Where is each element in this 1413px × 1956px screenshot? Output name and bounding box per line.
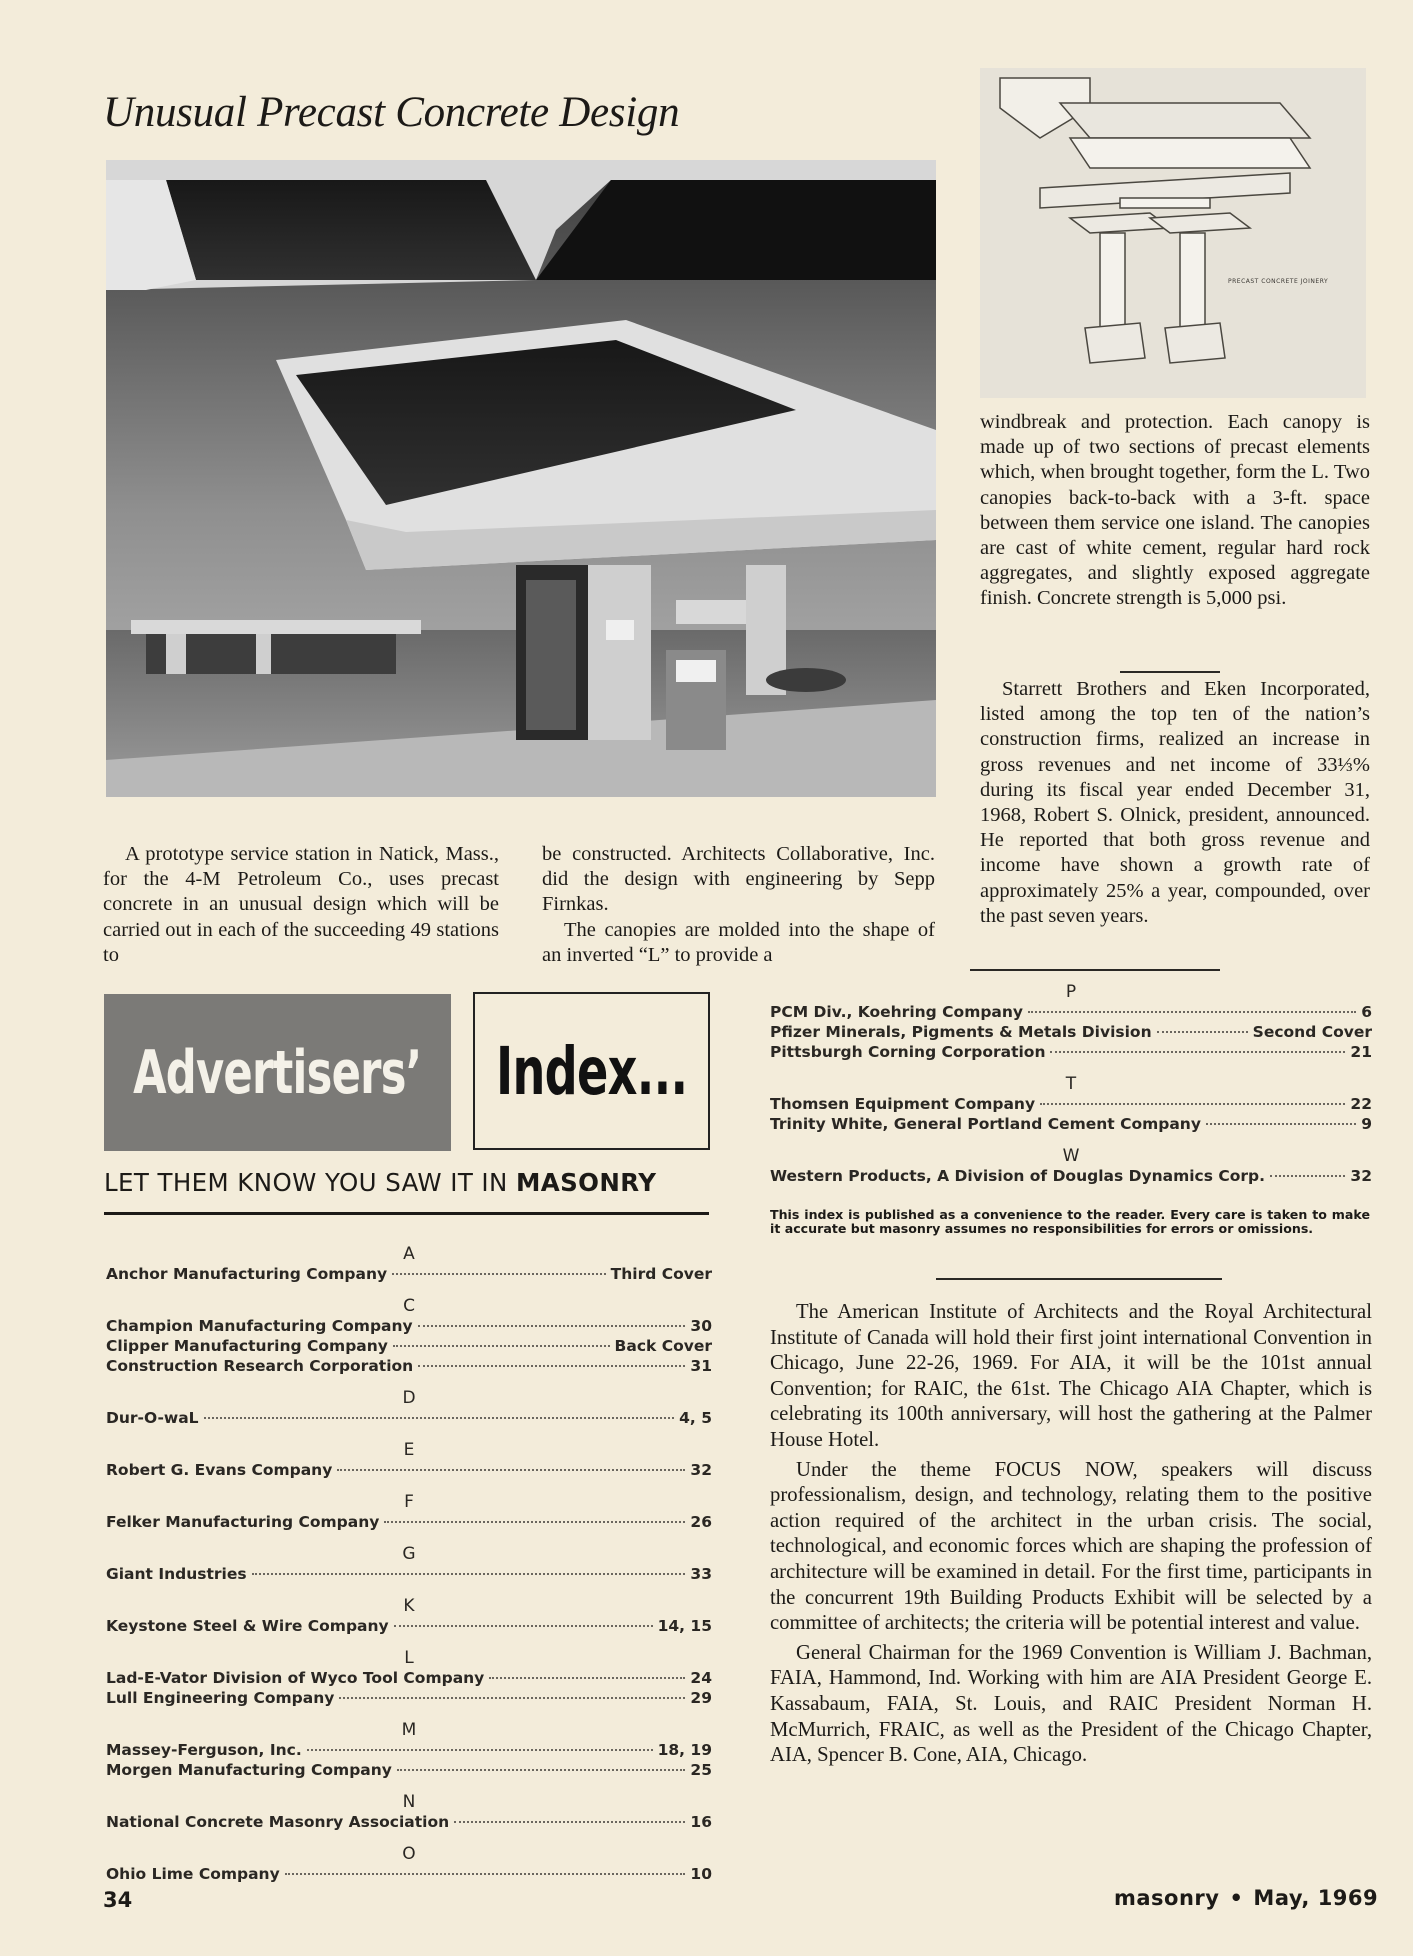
section-divider [936,1278,1222,1280]
advertisers-heading: Advertisers’ [133,1037,422,1108]
page-reference: 18, 19 [657,1741,712,1759]
page-reference: 33 [690,1565,712,1583]
page-reference: 24 [690,1669,712,1687]
advertiser-name: Thomsen Equipment Company [770,1095,1036,1113]
story-column-1 [103,842,499,968]
page-reference: 22 [1350,1095,1372,1113]
story-paragraph-3: The canopies are molded into the shape of an inverted “L” to provide a [542,918,935,966]
index-heading-box [473,992,710,1150]
dot-leader [1028,1011,1356,1013]
publication-name: masonry [1114,1886,1220,1910]
page-reference: 21 [1350,1043,1372,1061]
index-entry [106,1460,712,1480]
index-entry [106,1408,712,1428]
index-letter-w: W [1062,1146,1080,1166]
page-reference: 26 [690,1513,712,1531]
group-gap [106,1584,712,1596]
dot-leader [1050,1051,1345,1053]
page-number: 34 [103,1888,133,1912]
dot-leader [392,1273,606,1275]
page-reference: 6 [1361,1003,1372,1021]
dot-leader [394,1625,653,1627]
dot-leader [1157,1031,1248,1033]
dot-leader [1270,1175,1345,1177]
page-reference: 9 [1361,1115,1372,1133]
index-entry [106,1812,712,1832]
index-entry [106,1740,712,1760]
group-gap [106,1780,712,1792]
dot-leader [307,1749,653,1751]
page-reference: 10 [690,1865,712,1883]
advertiser-name: Trinity White, General Portland Cement Company [770,1115,1201,1133]
service-station-photo [106,160,936,797]
index-letter-g: G [402,1544,416,1564]
page-reference: 30 [690,1317,712,1335]
dot-leader [337,1469,685,1471]
index-entry [770,1022,1372,1042]
tagline-prefix: LET THEM KNOW YOU SAW IT IN [104,1168,508,1197]
dot-leader [204,1417,675,1419]
page-reference: 25 [690,1761,712,1779]
advertiser-name: Felker Manufacturing Company [106,1513,380,1531]
page-reference: Third Cover [610,1265,712,1283]
advertiser-name: National Concrete Masonry Association [106,1813,450,1831]
index-letter-p: P [1065,982,1077,1002]
group-gap [106,1428,712,1440]
advertiser-name: Dur-O-waL [106,1409,199,1427]
dot-leader [393,1345,610,1347]
group-gap [106,1884,712,1896]
story-column-3 [980,410,1370,612]
advertiser-name: Champion Manufacturing Company [106,1317,413,1335]
dot-leader [397,1769,686,1771]
index-entry [106,1264,712,1284]
index-letter-n: N [402,1792,416,1812]
page-reference: 32 [690,1461,712,1479]
dot-leader [285,1873,686,1875]
dot-leader [418,1365,685,1367]
group-gap [770,1062,1372,1074]
advertiser-name: PCM Div., Koehring Company [770,1003,1024,1021]
page-reference: 16 [690,1813,712,1831]
group-gap [106,1376,712,1388]
advertiser-name: Robert G. Evans Company [106,1461,333,1479]
index-letter-d: D [402,1388,416,1408]
page-reference: Back Cover [614,1337,712,1355]
diagram-caption: PRECAST CONCRETE JOINERY [1228,278,1329,285]
advertiser-name: Anchor Manufacturing Company [106,1265,388,1283]
index-entry [106,1864,712,1884]
index-entry [106,1336,712,1356]
group-gap [106,1532,712,1544]
starrett-item [980,677,1370,929]
advertiser-name: Construction Research Corporation [106,1357,414,1375]
dot-leader [339,1697,685,1699]
group-gap [106,1480,712,1492]
index-entry [106,1564,712,1584]
advertiser-name: Giant Industries [106,1565,247,1583]
dot-leader [418,1325,686,1327]
section-divider [1120,671,1220,673]
aia-paragraph-2: Under the theme FOCUS NOW, speakers will discuss professionalism, design, and technology, relating them to the positive action required of the architect in the urban crisis. The social, technological, and economic forces which are shaping the profession of architecture will be examined in detail. For the first time, participants in the concurrent 19th Building Products Exhibit will be selected by a committee of architects; the criteria will be potential interest and value. [770,1458,1372,1635]
index-letter-e: E [403,1440,415,1460]
advertiser-name: Lull Engineering Company [106,1689,335,1707]
tagline-masonry: MASONRY [515,1168,657,1197]
index-letter-k: K [403,1596,415,1616]
starrett-paragraph: Starrett Brothers and Eken Incorporated, listed among the top ten of the nation’s construction firms, realized an increase in gross revenues and net income of 33⅓% during its fiscal year ended December 31, 1968, Robert S. Olnick, president, announced. He reported that both gross revenue and income have shown a growth rate of approximately 25% a year, compounded, over the past seven years. [980,678,1370,927]
precast-joinery-diagram [980,68,1366,398]
dot-leader [1040,1103,1345,1105]
page-reference: 14, 15 [657,1617,712,1635]
section-divider [970,969,1220,971]
index-letter-a: A [403,1244,415,1264]
article-title: Unusual Precast Concrete Design [103,89,680,136]
advertiser-name: Morgen Manufacturing Company [106,1761,392,1779]
page-reference: 31 [690,1357,712,1375]
aia-story [770,1300,1372,1773]
advertiser-name: Pittsburgh Corning Corporation [770,1043,1046,1061]
index-entry [770,1042,1372,1062]
index-letter-c: C [403,1296,415,1316]
index-letter-o: O [402,1844,416,1864]
index-entry [770,1114,1372,1134]
advertiser-name: Ohio Lime Company [106,1865,280,1883]
aia-paragraph-3: General Chairman for the 1969 Convention is William J. Bachman, FAIA, Hammond, Ind. Working with him are AIA President George E. Kassabaum, FAIA, St. Louis, and RAIC President Norman H. McMurrich, FRAIC, as well as the President of the Chicago Chapter, AIA, Spencer B. Cone, AIA, Chicago. [770,1641,1372,1767]
index-entry [770,1166,1372,1186]
dot-leader [1206,1123,1356,1125]
index-entry [106,1512,712,1532]
advertiser-name: Western Products, A Division of Douglas Dynamics Corp. [770,1167,1265,1185]
index-entry [770,1094,1372,1114]
footer-bullet: • [1229,1886,1244,1910]
group-gap [770,1186,1372,1198]
advertisers-heading-box [104,994,451,1151]
advertiser-name: Massey-Ferguson, Inc. [106,1741,302,1759]
advertiser-name: Pfizer Minerals, Pigments & Metals Division [770,1023,1152,1041]
index-disclaimer: This index is published as a convenience to the reader. Every care is taken to make it accurate but masonry assumes no responsibilities for errors or omissions. [770,1207,1370,1236]
index-letter-f: F [404,1492,414,1512]
index-entry [106,1616,712,1636]
index-list-right [770,982,1372,1198]
index-letter-l: L [404,1648,414,1668]
index-entry [106,1356,712,1376]
index-tagline [104,1168,709,1197]
dot-leader [384,1521,685,1523]
index-entry [770,1002,1372,1022]
advertiser-name: Lad-E-Vator Division of Wyco Tool Company [106,1669,485,1687]
index-heading: Index... [495,1032,688,1110]
page-reference: 32 [1350,1167,1372,1185]
index-entry [106,1688,712,1708]
aia-paragraph-1: The American Institute of Architects and the Royal Architectural Institute of Canada will hold their first joint international Convention in Chicago, June 22-26, 1969. For AIA, it will be the 101st annual Convention; for RAIC, the 61st. The Chicago AIA Chapter, which is celebrating its 100th anniversary, will host the gathering at the Palmer House Hotel. [770,1301,1372,1451]
issue-date: May, 1969 [1253,1886,1379,1910]
story-paragraph-4: windbreak and protection. Each canopy is made up of two sections of precast elements which, when brought together, form the L. Two canopies back-to-back with a 3-ft. space between them service one island. The canopies are cast of white cement, regular hard rock aggregates, and slightly exposed aggregate finish. Concrete strength is 5,000 psi. [980,411,1370,610]
page-reference: Second Cover [1252,1023,1372,1041]
index-entry [106,1668,712,1688]
story-column-2 [542,842,935,968]
tagline-rule [104,1212,709,1215]
dot-leader [454,1821,685,1823]
story-paragraph-2: be constructed. Architects Collaborative, Inc. did the design with engineering by Sepp Firnkas. [542,843,935,916]
running-footer [1114,1886,1378,1910]
index-entry [106,1316,712,1336]
dot-leader [252,1573,686,1575]
index-entry [106,1760,712,1780]
index-letter-m: M [401,1720,417,1740]
group-gap [106,1708,712,1720]
index-list-left [106,1244,712,1896]
dot-leader [489,1677,685,1679]
page-reference: 4, 5 [679,1409,712,1427]
page-reference: 29 [690,1689,712,1707]
advertiser-name: Clipper Manufacturing Company [106,1337,388,1355]
story-paragraph-1: A prototype service station in Natick, Mass., for the 4-M Petroleum Co., uses precast concrete in an unusual design which will be carried out in each of the succeeding 49 stations to [103,843,499,966]
advertiser-name: Keystone Steel & Wire Company [106,1617,389,1635]
group-gap [106,1284,712,1296]
group-gap [106,1832,712,1844]
group-gap [770,1134,1372,1146]
group-gap [106,1636,712,1648]
index-letter-t: T [1065,1074,1077,1094]
